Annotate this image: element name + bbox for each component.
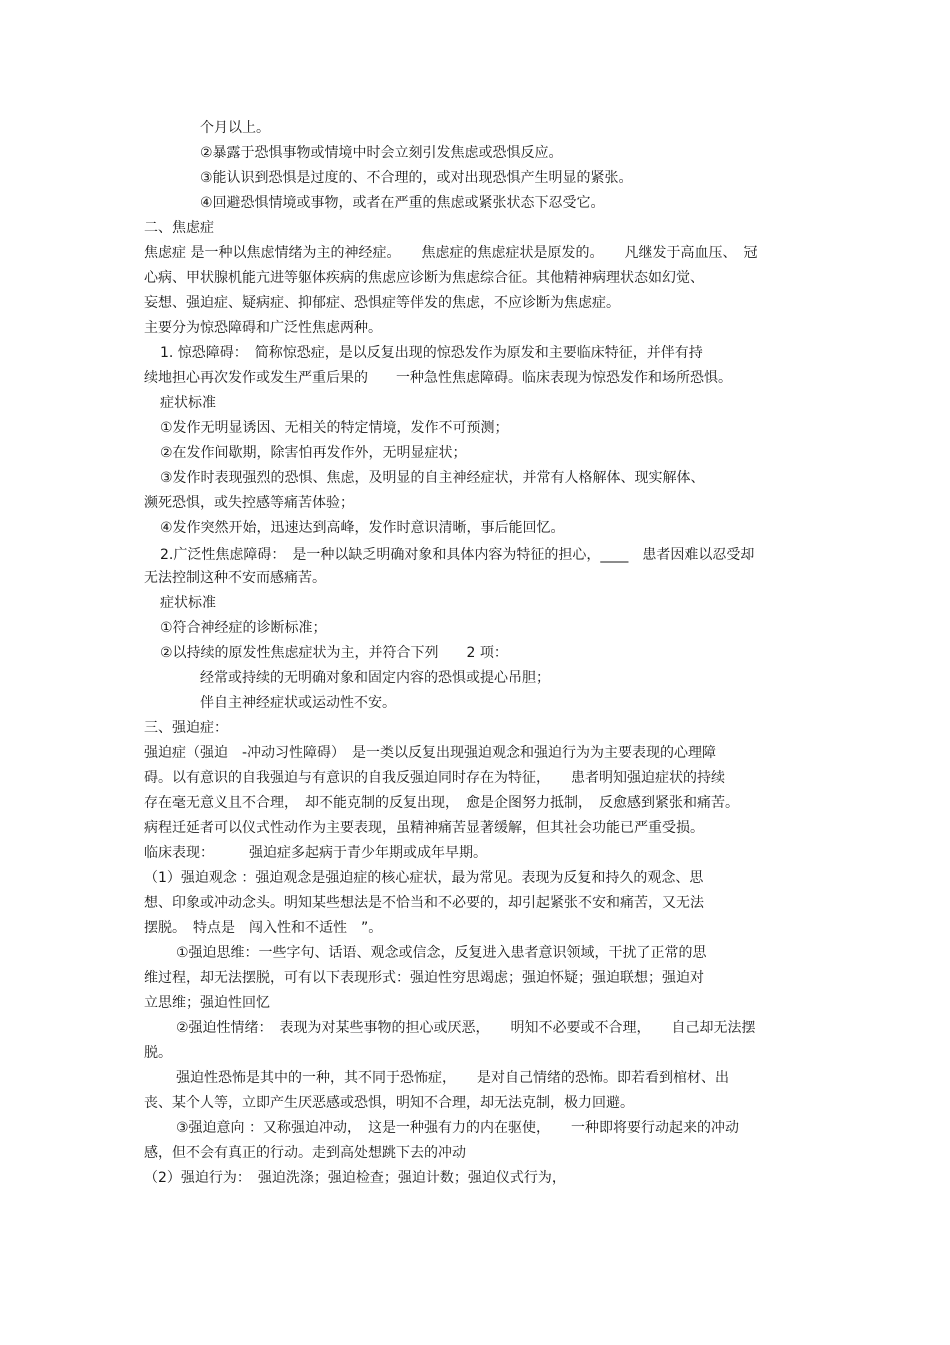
text-line: ①强迫思维：一些字句、话语、观念或信念，反复进入患者意识领域，干扰了正常的思 [176,945,707,961]
text-line: 丧、某个人等，立即产生厌恶感或恐惧，明知不合理，却无法克制，极力回避。 [144,1095,634,1111]
text-line: ②强迫性情绪： 表现为对某些事物的担心或厌恶， 明知不必要或不合理， 自己却无法摆 [176,1020,756,1036]
text-line: 妄想、强迫症、疑病症、抑郁症、恐惧症等伴发的焦虑，不应诊断为焦虑症。 [144,295,620,311]
text-line: ②以持续的原发性焦虑症状为主，并符合下列 2 项： [160,645,508,661]
text-line: 焦虑症 是一种以焦虑情绪为主的神经症。 焦虑症的焦虑症状是原发的。 凡继发于高血压、 冠 [144,245,758,261]
text-line: 无法控制这种不安而感痛苦。 [144,570,326,586]
text-line: 心病、甲状腺机能亢进等躯体疾病的焦虑应诊断为焦虑综合征。其他精神病理状态如幻觉、 [144,270,704,286]
text-line: ④发作突然开始，迅速达到高峰，发作时意识清晰，事后能回忆。 [160,520,565,536]
text-line: ①发作无明显诱因、无相关的特定情境，发作不可预测； [160,420,509,436]
text-line: 想、印象或冲动念头。明知某些想法是不恰当和不必要的，却引起紧张不安和痛苦，又无法 [144,895,704,911]
text-line: 脱。 [144,1045,172,1061]
text-line: 主要分为惊恐障碍和广泛性焦虑两种。 [144,320,382,336]
text-line: 临床表现： 强迫症多起病于青少年期或成年早期。 [144,845,487,861]
text-line: 立思维；强迫性回忆 [144,995,270,1011]
text-line: 症状标准 [160,595,216,611]
text-line: ②在发作间歇期，除害怕再发作外，无明显症状； [160,445,467,461]
text-line: 感，但不会有真正的行动。走到高处想跳下去的冲动 [144,1145,466,1161]
text-line: 个月以上。 [200,120,270,136]
subsection-line: 2.广泛性焦虑障碍： 是一种以缺乏明确对象和具体内容为特征的担心，____ 患者因难以忍受却 [160,547,755,563]
text-line: ②暴露于恐惧事物或情境中时会立刻引发焦虑或恐惧反应。 [200,145,563,161]
text-line: ①符合神经症的诊断标准； [160,620,327,636]
text-line: （1）强迫观念 ：强迫观念是强迫症的核心症状，最为常见。表现为反复和持久的观念、思 [144,870,704,886]
text-line: ③强迫意向 ：又称强迫冲动， 这是一种强有力的内在驱使， 一种即将要行动起来的冲动 [176,1120,739,1136]
text-line: ④回避恐惧情境或事物，或者在严重的焦虑或紧张状态下忍受它。 [200,195,605,211]
text-line: 伴自主神经症状或运动性不安。 [200,695,396,711]
text-line: 症状标准 [160,395,216,411]
text-line: ③发作时表现强烈的恐惧、焦虑，及明显的自主神经症状，并常有人格解体、现实解体、 [160,470,705,486]
text-line: 续地担心再次发作或发生严重后果的 一种急性焦虑障碍。临床表现为惊恐发作和场所恐惧。 [144,370,732,386]
text-line: 强迫症（强迫 -冲动习性障碍） 是一类以反复出现强迫观念和强迫行为为主要表现的心理障 [144,745,717,761]
text-line: 摆脱。 特点是 闯入性和不适性 ”。 [144,920,383,936]
text-line: 病程迁延者可以仪式性动作为主要表现，虽精神痛苦显著缓解，但其社会功能已严重受损。 [144,820,704,836]
text-line: （2）强迫行为： 强迫洗涤；强迫检查；强迫计数；强迫仪式行为， [144,1170,566,1186]
text-line: 濒死恐惧，或失控感等痛苦体验； [144,495,354,511]
section-heading: 三、强迫症： [144,720,228,736]
section-heading: 二、焦虑症 [144,220,214,236]
text-line: 强迫性恐怖是其中的一种，其不同于恐怖症， 是对自己情绪的恐怖。即若看到棺材、出 [176,1070,729,1086]
text-line: ③能认识到恐惧是过度的、不合理的，或对出现恐惧产生明显的紧张。 [200,170,633,186]
text-line: 碍。以有意识的自我强迫与有意识的自我反强迫同时存在为特征， 患者明知强迫症状的持续 [144,770,725,786]
subsection-line: 1. 惊恐障碍： 简称惊恐症，是以反复出现的惊恐发作为原发和主要临床特征，并伴有持 [160,345,703,361]
text-line: 维过程，却无法摆脱，可有以下表现形式：强迫性穷思竭虑；强迫怀疑；强迫联想；强迫对 [144,970,704,986]
text-line: 存在毫无意义且不合理， 却不能克制的反复出现， 愈是企图努力抵制， 反愈感到紧张和痛苦。 [144,795,739,811]
text-line: 经常或持续的无明确对象和固定内容的恐惧或提心吊胆； [200,670,550,686]
